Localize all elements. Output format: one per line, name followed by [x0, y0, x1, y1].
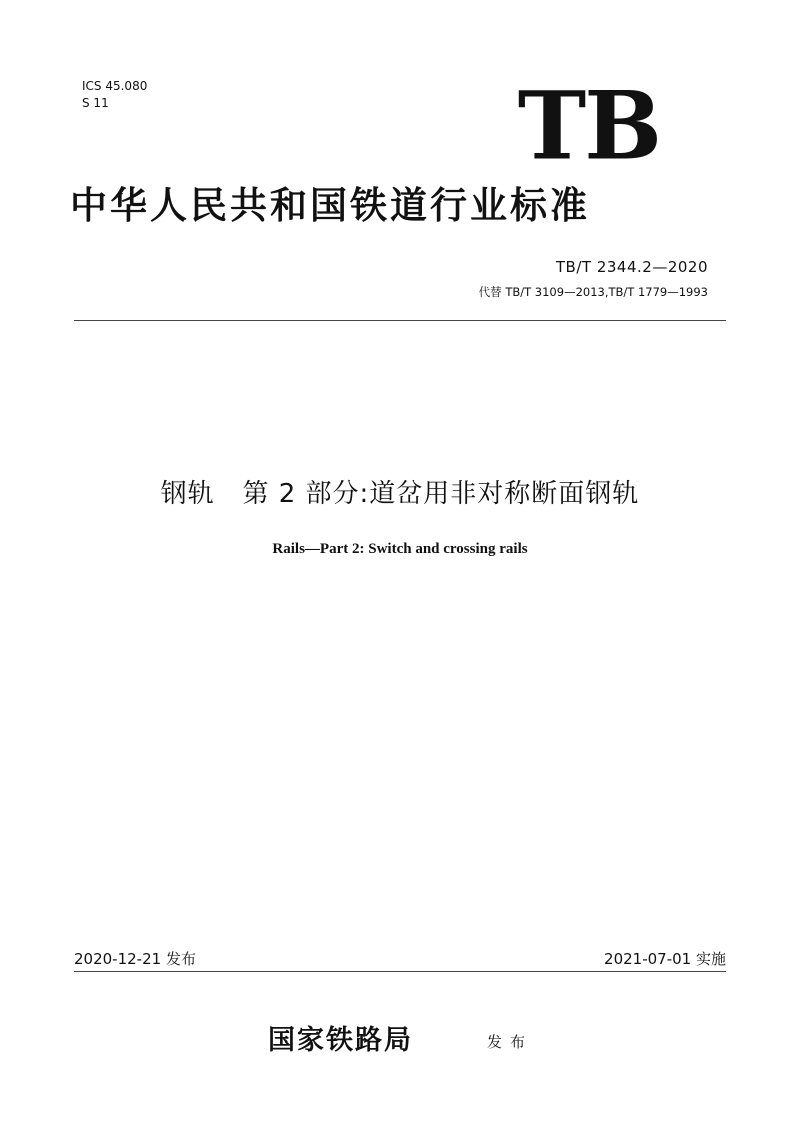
standard-code: TB/T 2344.2—2020	[555, 258, 708, 276]
issue-label: 发布	[487, 1033, 534, 1051]
ccs-code: S 11	[82, 96, 109, 110]
tb-logo: TB	[517, 70, 660, 182]
ics-code: ICS 45.080	[82, 79, 148, 93]
header-divider	[74, 320, 726, 321]
replaces-standards: 代替 TB/T 3109—2013,TB/T 1779—1993	[478, 285, 708, 299]
standard-type-title: 中华人民共和国铁道行业标准	[70, 183, 590, 227]
issue-date: 2020-12-21 发布	[74, 950, 196, 968]
ics-classification	[82, 78, 147, 112]
footer-divider	[74, 971, 726, 972]
document-title-en: Rails—Part 2: Switch and crossing rails	[272, 541, 528, 557]
document-title-cn: 钢轨 第 2 部分:道岔用非对称断面钢轨	[160, 479, 640, 509]
implementation-date: 2021-07-01 实施	[604, 950, 726, 968]
issuing-authority: 国家铁路局	[268, 1025, 413, 1056]
